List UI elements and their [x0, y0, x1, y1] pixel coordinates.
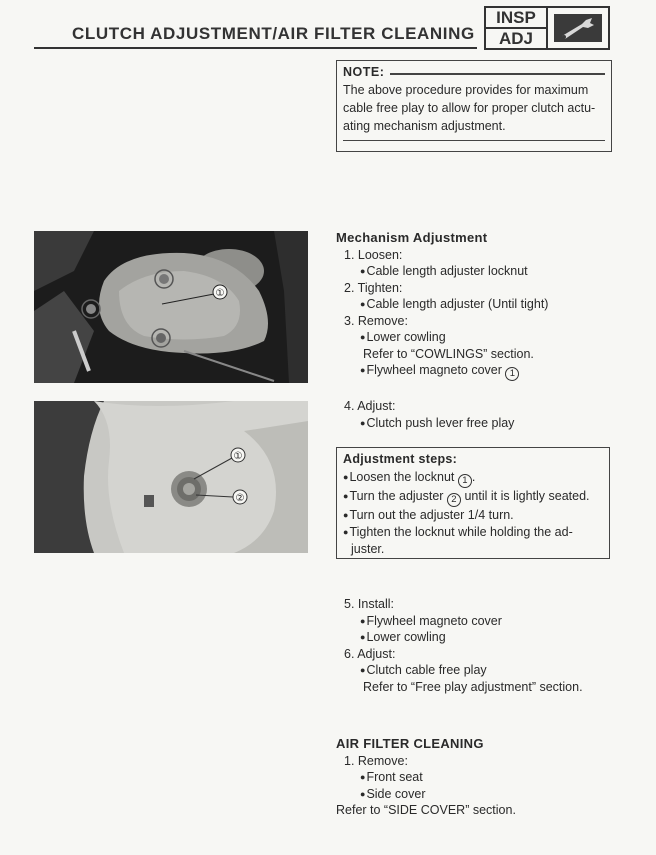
section-badge — [484, 6, 610, 50]
wrench-icon — [548, 8, 608, 48]
engine-cover-photo — [34, 231, 308, 383]
note-heading: NOTE: — [343, 65, 605, 79]
step-5-item-b: ●Lower cowling — [360, 630, 446, 644]
step-3-ref: Refer to “COWLINGS” section. — [363, 346, 534, 361]
air-filter-step-1: 1. Remove: — [344, 753, 408, 768]
note-box — [336, 60, 612, 152]
clutch-adjuster-photo — [34, 401, 308, 553]
adjustment-steps-box — [336, 447, 610, 559]
step-6-item: ●Clutch cable free play — [360, 663, 487, 677]
adjust-step-3: ●Turn out the adjuster 1/4 turn. — [343, 508, 514, 522]
step-3-item-a: ●Lower cowling — [360, 330, 446, 344]
air-filter-title: AIR FILTER CLEANING — [336, 736, 484, 751]
air-filter-section — [336, 736, 636, 819]
step-3: 3. Remove: — [344, 313, 408, 328]
step-6-ref: Refer to “Free play adjustment” section. — [363, 679, 583, 694]
header-rule — [34, 47, 477, 49]
install-section — [336, 596, 636, 695]
adjustment-steps-title: Adjustment steps: — [343, 452, 458, 466]
badge-text — [486, 8, 548, 48]
callout-number: 1 — [505, 367, 519, 381]
air-filter-ref: Refer to “SIDE COVER” section. — [336, 803, 516, 817]
air-filter-item-b: ●Side cover — [360, 786, 426, 801]
page-title: CLUTCH ADJUSTMENT/AIR FILTER CLEANING — [72, 24, 475, 43]
step-2: 2. Tighten: — [344, 280, 403, 295]
step-6: 6. Adjust: — [344, 646, 396, 661]
adjust-step-1: ●Loosen the locknut 1 . — [343, 470, 476, 486]
step-5: 5. Install: — [344, 597, 395, 611]
mechanism-title: Mechanism Adjustment — [336, 230, 488, 245]
badge-adj: ADJ — [498, 29, 533, 48]
adjust-step-4: ●Tighten the locknut while holding the ad- — [343, 525, 573, 539]
note-text: The above procedure provides for maximum cable free play to allow for proper clutch actu- ating mechanism adjustment. — [343, 83, 596, 133]
step-1-item: ●Cable length adjuster locknut — [360, 264, 528, 278]
step-2-item: ●Cable length adjuster (Until tight) — [360, 297, 549, 311]
step-3-item-b: ●Flywheel magneto cover 1 — [336, 362, 636, 381]
photo1-callout-1: ① — [215, 288, 225, 299]
step-4-item: ●Clutch push lever free play — [360, 415, 515, 430]
photo2-callout-1: ① — [233, 451, 243, 462]
air-filter-item-a: ●Front seat — [360, 770, 423, 784]
step-4: 4. Adjust: — [344, 399, 396, 413]
adjust-step-4-cont: juster. — [351, 542, 385, 556]
adjust-step-2: ●Turn the adjuster 2 until it is lightly seated. — [343, 489, 590, 505]
step-1: 1. Loosen: — [344, 247, 403, 262]
badge-insp: INSP — [486, 8, 546, 29]
mechanism-adjustment-section — [336, 230, 636, 431]
photo2-callout-2: ② — [235, 493, 245, 504]
step-5-item-a: ●Flywheel magneto cover — [360, 613, 502, 628]
note-rule — [343, 140, 605, 142]
